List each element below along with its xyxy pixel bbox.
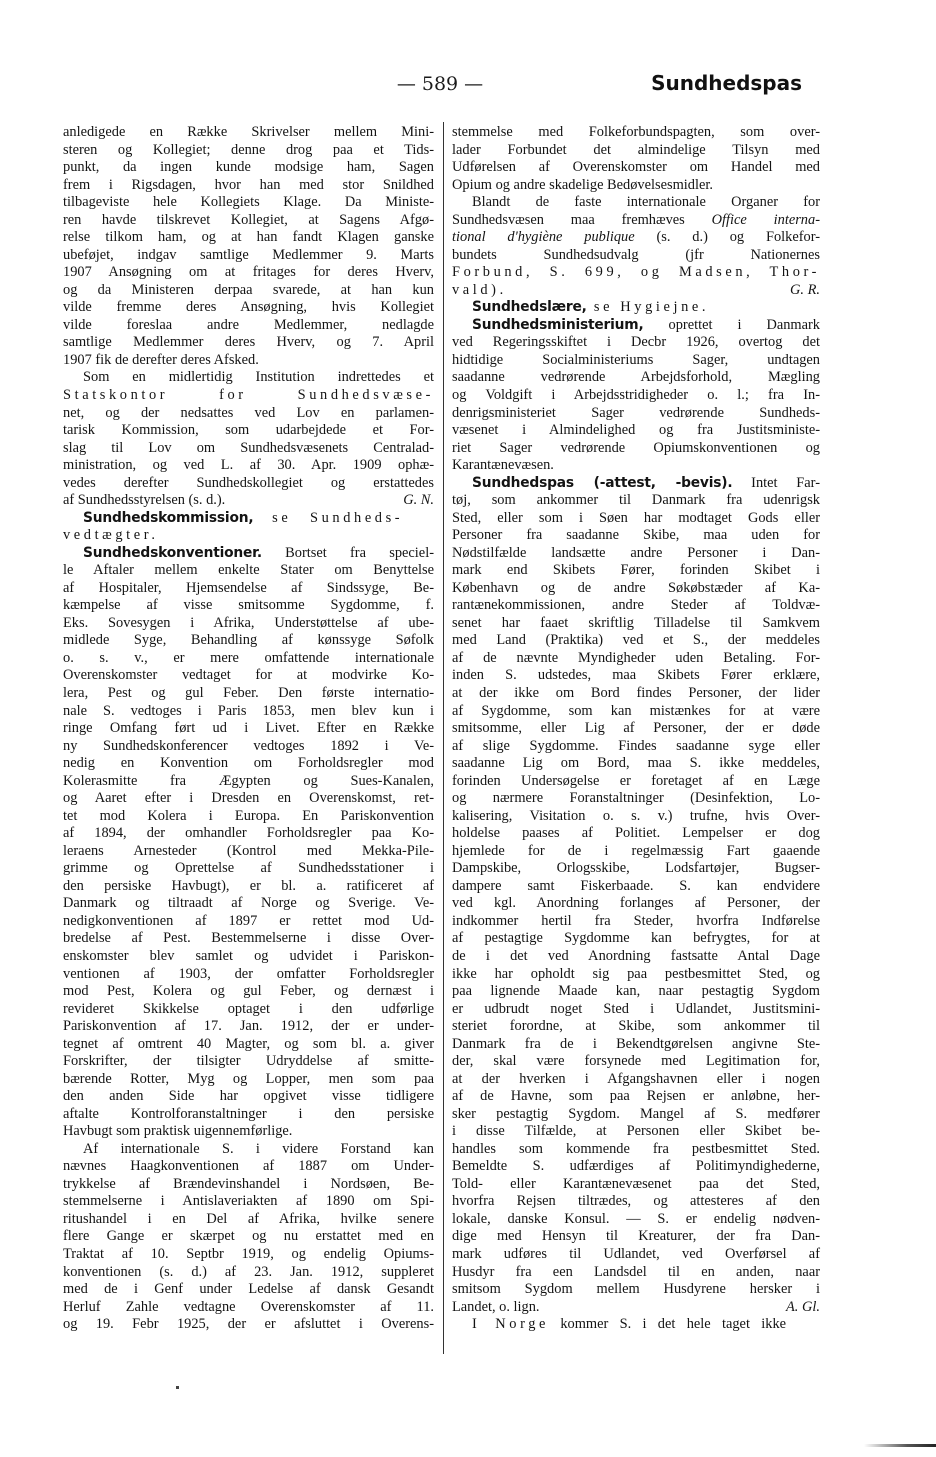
line-text: af Sundhedsstyrelsen (s. d.).: [63, 492, 226, 509]
line-text: steriet forordne, at Skibe, som ankommer til: [452, 1018, 820, 1035]
text-line: [452, 1088, 820, 1106]
line-text: 1907 fik de derefter deres Afsked.: [63, 351, 259, 368]
line-text: med Land (Praktika) ved et S., der meddeles: [452, 632, 820, 649]
line-text: denrigsministeriet Sager vedrørende Sundheds-: [452, 404, 820, 421]
text-line: [452, 790, 820, 808]
text-line: [63, 843, 434, 861]
text-line: [452, 562, 820, 580]
line-text: vedtægter.: [63, 527, 159, 544]
text-line: [63, 895, 434, 913]
line-text: mod Pest, Kolera og gul Feber, og dernæst i: [63, 983, 434, 1000]
text-line: [452, 1123, 820, 1141]
line-text: af Sygdomme, som kan mistænkes for at være: [452, 702, 820, 719]
text-line: [63, 299, 434, 317]
text-line: [63, 650, 434, 668]
line-text: og nærmere Foranstaltninger (Desinfektion, Lo-: [452, 790, 820, 807]
text-line: [63, 475, 434, 493]
text-line: [452, 545, 820, 563]
line-text: ikke har opholdt sig paa pestbesmittet Sted, og: [452, 965, 820, 982]
text-line: [63, 1264, 434, 1282]
text-line: [452, 527, 820, 545]
line-text: inden S. udstedes, maa Skibets Fører erklære,: [452, 667, 820, 684]
text-line: [452, 1193, 820, 1211]
text-line: [452, 422, 820, 440]
text-line: [63, 1281, 434, 1299]
line-text: saadanne vedrørende Arbejdsforhold, Mægling: [452, 369, 820, 386]
text-line: [63, 685, 434, 703]
text-line: [452, 1228, 820, 1246]
text-line: [452, 808, 820, 826]
line-text: lokale, danske Konsul. — S. er endelig nødven-: [452, 1210, 820, 1227]
line-text: er udbrudt noget Sted i Udlandet, Justitsmini-: [452, 1000, 820, 1017]
text-line: [63, 177, 434, 195]
line-text: Sted, eller som i Søen har modtaget Gods eller: [452, 509, 820, 526]
line-text: Sundhedsvæsen maa fremhæves Office interna-: [452, 211, 820, 228]
line-text: Pariskonvention af 17. Jan. 1912, der er under-: [63, 1018, 434, 1035]
line-text: dampere samt Fiskerbaade. S. kan endvidere: [452, 877, 820, 894]
line-text: og Voldgift i Arbejdsstridigheder o. l.; fra In-: [452, 386, 820, 403]
line-text: stemmelserne i Antislaveriakten af 1890 om Spi-: [63, 1193, 434, 1210]
text-line: [63, 580, 434, 598]
text-line: [452, 1158, 820, 1176]
text-line: [452, 878, 820, 896]
line-text: konventionen (s. d.) af 23. Jan. 1912, suppleret: [63, 1263, 434, 1280]
text-line: [452, 843, 820, 861]
line-text: Danmark og tiltraadt af Norge og Sverige. Ve-: [63, 895, 434, 912]
line-text: og Aaret efter i Dresden en Overenskomst, ret-: [63, 790, 434, 807]
text-line: [63, 527, 434, 545]
right-column: [452, 124, 820, 1334]
text-line: [452, 860, 820, 878]
text-line: [452, 895, 820, 913]
line-text: Herluf Zahle vedtagne Overenskomster af 11.: [63, 1298, 434, 1315]
line-text: af de Havne, som paa Rejsen er anløbne, her-: [452, 1088, 820, 1105]
text-line: [452, 124, 820, 142]
text-line: [63, 545, 434, 563]
text-line: [63, 1053, 434, 1071]
text-line: [452, 1264, 820, 1282]
text-line: [63, 930, 434, 948]
author-signature: A. Gl.: [786, 1298, 820, 1315]
line-text: Af internationale S. i videre Forstand kan: [83, 1140, 434, 1157]
line-text: der, skal være forsynede med Legitimation for,: [452, 1053, 820, 1070]
line-text: I Norge kommer S. i det hele taget ikke: [472, 1316, 787, 1333]
line-text: kalisering, Visitation o. s. v.) trufne, hvis Over-: [452, 807, 820, 824]
line-text: smitsom Sygdom mellem Husdyrene hersker i: [452, 1281, 820, 1298]
text-line: [452, 1211, 820, 1229]
line-text: vilde foreslaa andre Medlemmer, nedlagde: [63, 316, 434, 333]
line-text: nale S. vedtoges i Paris 1853, men blev kun i: [63, 702, 434, 719]
text-line: [63, 264, 434, 282]
text-line: [452, 457, 820, 475]
text-line: [452, 282, 820, 300]
line-text: slag til Lov om Sundhedsvæsenets Centralad-: [63, 439, 434, 456]
line-text: tøj, som ankommer til Danmark fra udenrigsk: [452, 492, 820, 509]
text-line: [63, 1088, 434, 1106]
line-text: at der hverken i Afgangshavnen eller i nogen: [452, 1070, 820, 1087]
line-text: den persiske Havbugt), er bl. a. ratificeret af: [63, 877, 434, 894]
text-line: [452, 264, 820, 282]
text-line: [63, 229, 434, 247]
line-text: og da Ministeren derpaa svarede, at han kun: [63, 281, 434, 298]
headword-text: Intet Far-: [732, 474, 820, 491]
text-line: [452, 299, 820, 317]
text-line: [63, 562, 434, 580]
text-line: [452, 1246, 820, 1264]
text-line: [63, 282, 434, 300]
text-line: [452, 510, 820, 528]
text-line: [63, 352, 434, 370]
text-line: [63, 597, 434, 615]
text-line: [63, 1299, 434, 1317]
text-line: [63, 1036, 434, 1054]
text-line: [63, 124, 434, 142]
line-text: Overenskomster vedtaget for at modvirke Ko-: [63, 667, 434, 684]
text-line: [452, 1176, 820, 1194]
line-text: anledigede en Række Skrivelser mellem Mini-: [63, 124, 434, 140]
scan-edge-mark: [864, 1444, 936, 1447]
line-text: relse tilkom ham, og at han fandt Klagen ganske: [63, 229, 434, 246]
line-text: Bemeldte S. udfærdiges af Politimyndighederne,: [452, 1158, 820, 1175]
line-text: Blandt de faste internationale Organer for: [472, 194, 820, 211]
line-text: senet har faaet skriftlig Tilladelse til Samkvem: [452, 614, 820, 631]
text-line: [63, 720, 434, 738]
text-line: [452, 1071, 820, 1089]
text-line: [63, 825, 434, 843]
text-line: [63, 369, 434, 387]
text-line: [63, 492, 434, 510]
line-text: frem i Rigsdagen, hvor han med stor Snildhed: [63, 176, 434, 193]
text-line: [452, 685, 820, 703]
line-text: Dampskibe, Orlogsskibe, Lodsfartøjer, Bugser-: [452, 860, 820, 877]
text-line: [63, 860, 434, 878]
text-line: [63, 1071, 434, 1089]
line-text: handles som kommende fra pestbesmittet Sted.: [452, 1140, 820, 1157]
line-text: midlede Syge, Behandling af kønssyge Søfolk: [63, 632, 434, 649]
line-text: ny Sundhedskonferencer vedtoges 1892 i Ve-: [63, 737, 434, 754]
line-text: Told- eller Karantænevæsenet paa det Sted,: [452, 1175, 820, 1192]
text-line: [63, 457, 434, 475]
text-line: [452, 1299, 820, 1317]
line-text: stemmelse med Folkeforbundspagten, som over-: [452, 124, 820, 140]
line-text: ubeføjet, indgav samtlige Medlemmer 9. Marts: [63, 246, 434, 263]
text-line: [63, 1001, 434, 1019]
text-line: [452, 913, 820, 931]
text-line: [452, 615, 820, 633]
headword-text: se Hygiejne.: [586, 299, 710, 316]
text-line: [63, 948, 434, 966]
text-line: [452, 667, 820, 685]
line-text: riet Sager vedrørende Opiumskonventionen og: [452, 439, 820, 456]
line-text: smitsomme, eller Lig af Personer, der er døde: [452, 720, 820, 737]
line-text: o. s. v., er mere omfattende internationale: [63, 649, 434, 666]
line-text: ringe Omfang ført ud i Livet. Efter en Række: [63, 720, 434, 737]
headword-text: oprettet i Danmark: [643, 316, 820, 333]
line-text: bærende Rotter, Myg og Lopper, men som paa: [63, 1070, 434, 1087]
line-text: af pestagtige Sygdomme kan befrygtes, for at: [452, 930, 820, 947]
text-line: [452, 387, 820, 405]
text-line: [63, 913, 434, 931]
text-line: [452, 983, 820, 1001]
line-text: Eks. Sovesygen i Afrika, Understøttelse af ube-: [63, 614, 434, 631]
line-text: saadanne Lig om Bord, maa S. ikke meddeles,: [452, 755, 820, 772]
text-line: [63, 247, 434, 265]
text-line: [63, 1106, 434, 1124]
line-text: enskomster blev samlet og udvidet i Pariskon-: [63, 947, 434, 964]
text-line: [452, 475, 820, 493]
line-text: lader Forbundet det almindelige Tilsyn med: [452, 141, 820, 158]
line-text: mark end Skibets Fører, forinden Skibet i: [452, 562, 820, 579]
text-line: [452, 229, 820, 247]
text-line: [63, 755, 434, 773]
text-line: [452, 142, 820, 160]
text-line: [63, 142, 434, 160]
text-line: [452, 247, 820, 265]
text-line: [452, 580, 820, 598]
text-line: [452, 773, 820, 791]
line-text: Personer fra saadanne Skibe, maa uden for: [452, 527, 820, 544]
text-line: [63, 790, 434, 808]
line-text: indkommer hertil fra Steder, hvorfra Indførelse: [452, 912, 820, 929]
line-text: de i det ved Anordning fastsatte Antal Dage: [452, 947, 820, 964]
text-line: [452, 352, 820, 370]
line-text: hidtidige Socialministeriums Sager, undtagen: [452, 351, 820, 368]
headword: Sundhedspas (-attest, -bevis).: [472, 474, 733, 491]
line-text: i disse Tilfælde, at Personen eller Skibet be-: [452, 1123, 820, 1140]
line-text: rantænekommissionen, andre Steder af Toldvæ-: [452, 597, 820, 614]
text-line: [63, 1316, 434, 1334]
line-text: vald).: [452, 281, 507, 298]
text-line: [452, 1106, 820, 1124]
text-line: [452, 1001, 820, 1019]
line-text: grimme og Oprettelse af Sundhedsstationer i: [63, 860, 434, 877]
line-text: Statskontor for Sundhedsvæse-: [63, 386, 434, 403]
text-line: [63, 159, 434, 177]
line-text: bundets Sundhedsudvalg (jfr Nationernes: [452, 246, 820, 263]
line-text: Karantænevæsen.: [452, 457, 554, 474]
line-text: nedig en Konvention om Forholdsregler mod: [63, 755, 434, 772]
line-text: ved kgl. Anordning forlanges af Personer, der: [452, 895, 820, 912]
line-text: ved Regeringsskiftet i Decbr 1926, overtog det: [452, 334, 820, 351]
text-line: [452, 212, 820, 230]
line-text: tional d'hygiène publique (s. d.) og Folkefor-: [452, 229, 821, 246]
text-line: [63, 632, 434, 650]
line-text: hvorfra Rejsen tiltrædes, og attesteres af den: [452, 1193, 820, 1210]
text-line: [452, 1281, 820, 1299]
text-line: [452, 159, 820, 177]
text-line: [63, 1193, 434, 1211]
line-text: Opium og andre skadelige Bedøvelsesmidler.: [452, 176, 713, 193]
text-line: [452, 597, 820, 615]
text-line: [63, 773, 434, 791]
text-line: [452, 1316, 820, 1334]
line-text: Som en midlertidig Institution indrettedes et: [83, 369, 434, 386]
text-line: [452, 317, 820, 335]
text-line: [452, 703, 820, 721]
line-text: af Hospitaler, Hjemsendelse af Sindssyge, Be-: [63, 579, 434, 596]
line-text: med de i Genf under Ledelse af dansk Gesandt: [63, 1281, 434, 1298]
text-line: [63, 1141, 434, 1159]
line-text: og 19. Febr 1925, der er afsluttet i Overens-: [63, 1316, 434, 1333]
headword: Sundhedslære,: [472, 299, 587, 316]
line-text: af slige Sygdomme. Findes saadanne syge eller: [452, 737, 820, 754]
line-text: ren havde tilskrevet Kollegiet, at Sagens Afgø-: [63, 211, 434, 228]
text-line: [63, 615, 434, 633]
text-line: [452, 1036, 820, 1054]
headword-text: Bortset fra speciel-: [261, 544, 434, 561]
headword-text: se Sundheds-: [253, 509, 404, 526]
line-text: Danmark fra de i Bekendtgørelsen angivne Ste-: [452, 1035, 820, 1052]
line-text: punkt, da ingen kunde modsige ham, Sagen: [63, 159, 434, 176]
line-text: tegnet af omtrent 40 Magter, og som bl. a. giver: [63, 1035, 434, 1052]
line-text: Havbugt som praktisk uigennemførlige.: [63, 1123, 293, 1140]
text-line: [452, 177, 820, 195]
text-line: [452, 1053, 820, 1071]
line-text: kæmpelse af visse smitsomme Sygdomme, f.: [63, 597, 434, 614]
line-text: nævnes Haagkonventionen af 1887 om Under-: [63, 1158, 434, 1175]
line-text: flere Gange er skærpet og nu erstattet med en: [63, 1228, 434, 1245]
text-line: [63, 510, 434, 528]
line-text: holdelse paases af Politiet. Lempelser er dog: [452, 825, 820, 842]
line-text: hjemlede for de i regelmæssig Fart gaaende: [452, 842, 820, 859]
line-text: revideret Skikkelse optaget i den udførlige: [63, 1000, 434, 1017]
text-line: [63, 317, 434, 335]
text-line: [452, 194, 820, 212]
author-signature: G. R.: [790, 281, 820, 298]
text-line: [63, 1228, 434, 1246]
text-line: [63, 966, 434, 984]
text-line: [63, 738, 434, 756]
text-line: [452, 440, 820, 458]
text-line: [452, 738, 820, 756]
line-text: Udførelsen af Overenskomster om Handel med: [452, 159, 820, 176]
line-text: af de nævnte Myndigheder uden Betaling. For-: [452, 649, 820, 666]
line-text: bredelse af Pest. Bestemmelserne i disse Over-: [63, 930, 434, 947]
text-line: [452, 492, 820, 510]
text-line: [63, 1246, 434, 1264]
line-text: at der ikke om Bord findes Personer, der lider: [452, 685, 820, 701]
author-signature: G. N.: [403, 492, 434, 509]
left-column: [63, 124, 434, 1334]
text-line: [452, 334, 820, 352]
text-line: [452, 632, 820, 650]
line-text: sker pestagtig Sygdom. Mangel af S. medfører: [452, 1105, 820, 1122]
scan-speck: [176, 1386, 179, 1389]
line-text: forinden Undersøgelse er foretaget af en Læge: [452, 772, 820, 789]
line-text: København og de andre Søkøbstæder af Ka-: [452, 579, 820, 596]
line-text: 1907 Ansøgning om at fritages for deres Hverv,: [63, 264, 434, 281]
text-line: [452, 650, 820, 668]
line-text: tarisk Kommission, som udarbejdede et For-: [63, 422, 434, 439]
headword: Sundhedskonventioner.: [83, 544, 262, 561]
line-text: væsenet i Almindelighed og fra Justitsministe-: [452, 422, 820, 439]
line-text: trykkelse af Brændevinshandel i Nordsøen, Be-: [63, 1175, 434, 1192]
text-line: [452, 755, 820, 773]
text-line: [63, 667, 434, 685]
text-line: [452, 1018, 820, 1036]
text-line: [63, 1158, 434, 1176]
text-line: [63, 808, 434, 826]
line-text: steren og Kollegiet; denne drog paa et Tids-: [63, 141, 434, 158]
headword: Sundhedsministerium,: [472, 316, 644, 333]
line-text: vedes derefter Sundhedskollegiet og erstattedes: [63, 474, 434, 491]
line-text: ventionen af 1903, der omfatter Forholdsregler: [63, 965, 434, 982]
line-text: Traktat af 10. Septbr 1919, og endelig Opiums-: [63, 1246, 434, 1262]
line-text: samtlige Medlemmer deres Hverv, og 7. April: [63, 334, 434, 351]
text-line: [452, 825, 820, 843]
line-text: Nødstilfælde landsætte andre Personer i Dan-: [452, 544, 820, 561]
text-line: [63, 405, 434, 423]
line-text: lera, Pest og gul Feber. Den første internatio-: [63, 685, 434, 701]
text-line: [63, 440, 434, 458]
line-text: ministration, og ved L. af 30. Apr. 1909 ophæ-: [63, 457, 434, 474]
column-divider: [443, 122, 444, 1354]
line-text: mark udføres til Udlandet, ved Overførsel af: [452, 1246, 820, 1262]
line-text: nedigkonventionen af 1897 er rettet mod Ud-: [63, 912, 434, 929]
text-line: [452, 966, 820, 984]
text-line: [452, 369, 820, 387]
line-text: Landet, o. lign.: [452, 1298, 540, 1315]
line-text: den anden Side har opgivet visse tidligere: [63, 1088, 434, 1105]
headword: Sundhedskommission,: [83, 509, 254, 526]
text-line: [452, 1141, 820, 1159]
line-text: Forskrifter, der tilsigter Udryddelse af smitte-: [63, 1053, 434, 1070]
line-text: net, og der nedsattes ved Lov en parlamen-: [63, 404, 434, 421]
text-line: [63, 212, 434, 230]
text-line: [63, 334, 434, 352]
line-text: af 1894, der omhandler Forholdsregler paa Ko-: [63, 825, 434, 842]
text-line: [63, 1211, 434, 1229]
text-line: [452, 720, 820, 738]
text-line: [63, 1176, 434, 1194]
running-title: Sundhedspas: [651, 71, 802, 95]
text-line: [63, 194, 434, 212]
line-text: tilbageviste hele Kollegiets Klage. Da Ministe-: [63, 194, 434, 211]
text-line: [452, 405, 820, 423]
line-text: le Aftaler mellem enkelte Stater om Benyttelse: [63, 562, 434, 579]
text-line: [452, 930, 820, 948]
line-text: vilde fremme deres Ansøgning, hvis Kollegiet: [63, 299, 434, 316]
text-line: [63, 387, 434, 405]
line-text: Forbund, S. 699, og Madsen, Thor-: [452, 264, 820, 281]
line-text: Kolerasmitte fra Ægypten og Sues-Kanalen,: [63, 772, 434, 789]
line-text: tet mod Kolera i Europa. En Pariskonvention: [63, 807, 434, 824]
text-line: [63, 983, 434, 1001]
text-line: [63, 878, 434, 896]
line-text: aftalte Kontrolforanstaltninger i den persiske: [63, 1105, 434, 1122]
text-line: [63, 1018, 434, 1036]
text-line: [63, 1123, 434, 1141]
text-line: [452, 948, 820, 966]
page-number: — 589 —: [396, 73, 484, 95]
line-text: leraens Arnesteder (Kontrol med Mekka-Pile-: [63, 842, 434, 859]
line-text: paa lignende Maade kan, naar pestagtig Sygdom: [452, 983, 820, 1000]
line-text: Husdyr fra een Landsdel til en anden, naar: [452, 1263, 820, 1280]
line-text: dige med Hensyn til Kreaturer, der fra Dan-: [452, 1228, 820, 1245]
text-line: [63, 703, 434, 721]
text-line: [63, 422, 434, 440]
line-text: ritushandel i en Del af Afrika, hvilke senere: [63, 1210, 434, 1227]
